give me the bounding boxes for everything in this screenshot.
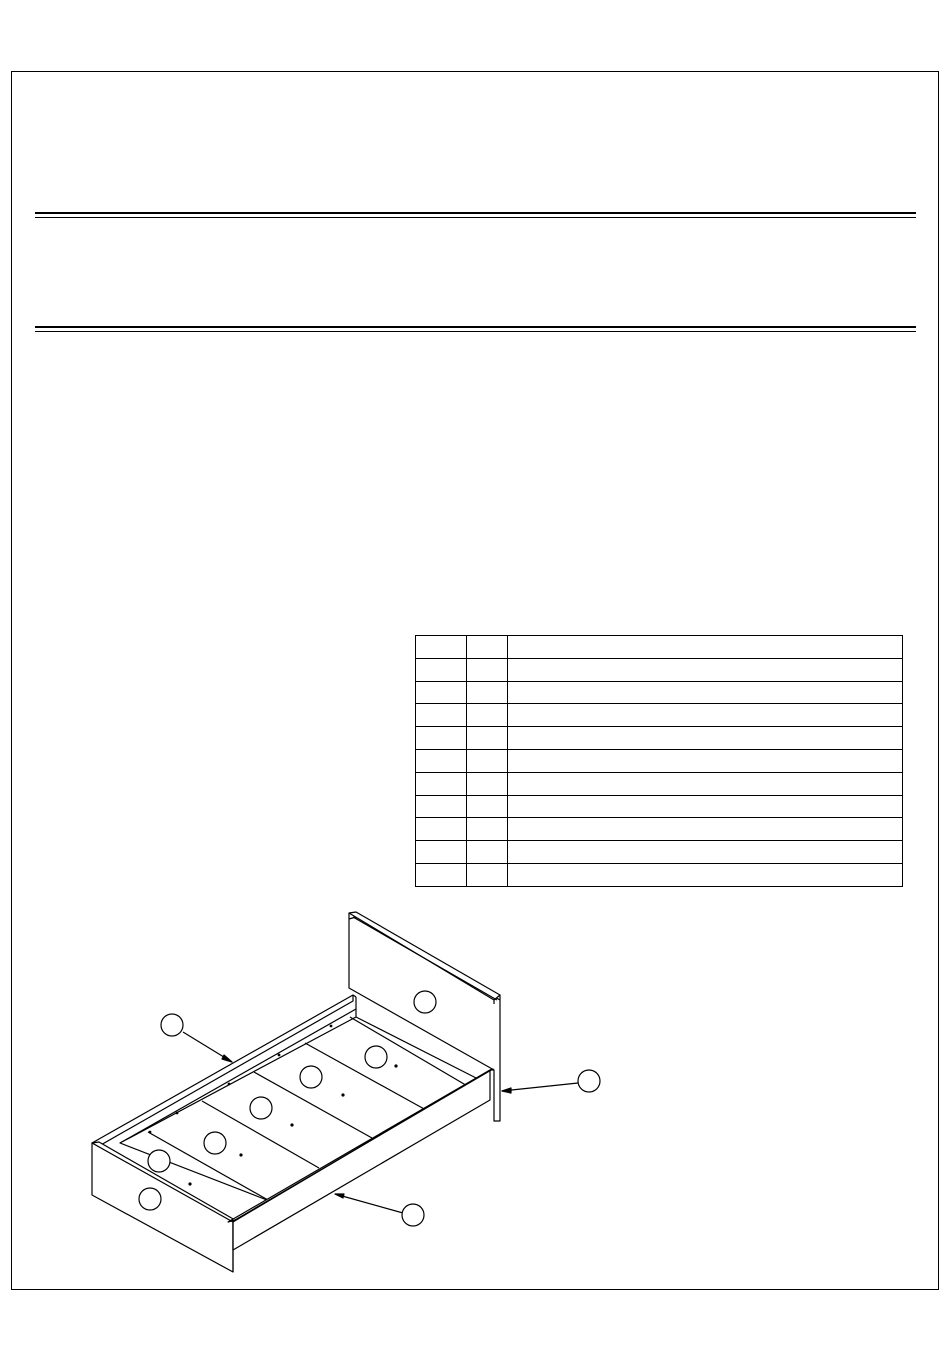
callout-bubble — [300, 1066, 322, 1088]
callout-bubble — [148, 1150, 170, 1172]
callout-bubble — [250, 1097, 272, 1119]
callout-bubble — [578, 1070, 600, 1092]
callout-bubble — [161, 1014, 183, 1036]
callout-bubble — [204, 1132, 226, 1154]
callout-bubble — [414, 991, 436, 1013]
callout-bubble — [402, 1204, 424, 1226]
callout-bubble — [365, 1046, 387, 1068]
callout-bubble — [139, 1188, 161, 1210]
